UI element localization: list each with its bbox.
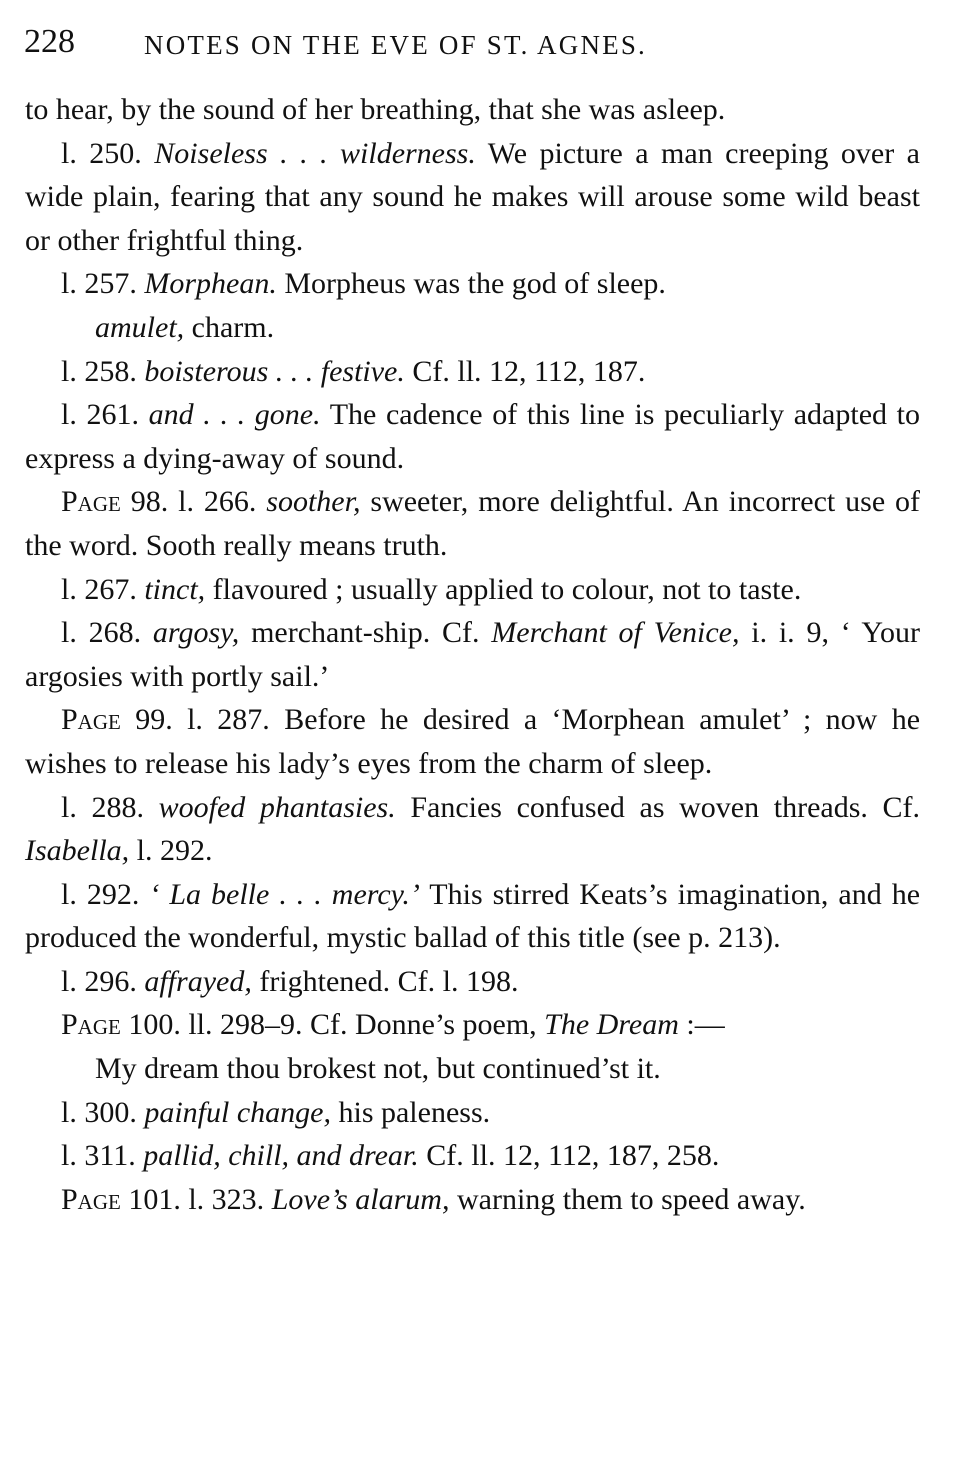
note-l296 bbox=[25, 960, 920, 1004]
lemma: boisterous . . . festive. bbox=[144, 354, 405, 388]
line-ref: l. 266. bbox=[178, 485, 257, 519]
line-ref: l. 250. bbox=[61, 136, 142, 170]
line-ref: l. 261. bbox=[61, 398, 139, 432]
note-l311 bbox=[25, 1134, 920, 1178]
note-text: Cf. ll. 12, 112, 187. bbox=[412, 354, 646, 388]
quotation-text: My dream thou brokest not, but continued’st it. bbox=[95, 1052, 661, 1086]
line-ref: l. 287. bbox=[187, 703, 270, 737]
line-ref: l. 257. bbox=[61, 267, 137, 301]
note-continuation bbox=[25, 88, 920, 132]
note-text: merchant-ship. Cf. bbox=[251, 616, 480, 650]
lemma: argosy, bbox=[152, 616, 240, 650]
lemma: Noiseless . . . wilderness. bbox=[154, 136, 476, 170]
note-l288 bbox=[25, 786, 920, 873]
page-ref: Page 99. bbox=[61, 703, 173, 737]
line-ref: l. 300. bbox=[61, 1095, 137, 1129]
note-text: l. 292. bbox=[136, 834, 213, 868]
note-text: The cadence of this line is peculiarly adapted to express a dying-away of sound. bbox=[25, 398, 920, 475]
note-text: We picture a man creeping over a wide plain, fearing that any sound he makes will arouse some wild beast or other frightful thing. bbox=[25, 136, 921, 257]
lemma: pallid, chill, and drear. bbox=[143, 1139, 419, 1173]
lemma: amulet, bbox=[95, 310, 185, 344]
page-ref: Page 98. bbox=[61, 485, 169, 519]
note-text: Before he desired a ‘Morphean amulet’ ; now he wishes to release his lady’s eyes from the charm of sleep. bbox=[25, 703, 921, 780]
notes-body bbox=[25, 88, 920, 1221]
line-ref: l. 311. bbox=[61, 1139, 136, 1173]
line-ref: l. 268. bbox=[61, 616, 142, 650]
note-page101 bbox=[25, 1178, 920, 1222]
lemma: tinct, bbox=[144, 572, 206, 606]
note-text: :— bbox=[686, 1008, 725, 1042]
note-text: frightened. Cf. l. 198. bbox=[259, 964, 519, 998]
note-text: Morpheus was the god of sleep. bbox=[284, 267, 666, 301]
note-page100 bbox=[25, 1003, 920, 1047]
note-text: to hear, by the sound of her breathing, that she was asleep. bbox=[25, 93, 726, 126]
lemma: and . . . gone. bbox=[148, 398, 321, 432]
note-text: warning them to speed away. bbox=[456, 1182, 806, 1216]
lemma: affrayed, bbox=[144, 964, 252, 998]
lemma: soother, bbox=[266, 485, 361, 519]
line-ref: l. 288. bbox=[61, 790, 144, 824]
note-l268 bbox=[25, 611, 920, 698]
verse-quotation bbox=[25, 1047, 920, 1091]
note-l250 bbox=[25, 132, 920, 263]
note-l267 bbox=[25, 568, 920, 612]
note-page99 bbox=[25, 698, 920, 785]
note-text: Cf. ll. 12, 112, 187, 258. bbox=[426, 1139, 720, 1173]
page-ref: Page 100. bbox=[61, 1008, 181, 1042]
note-l258 bbox=[25, 350, 920, 394]
lemma: woofed phantasies. bbox=[158, 790, 396, 824]
note-l300 bbox=[25, 1091, 920, 1135]
note-text: This stirred Keats’s imagination, and he produced the wonderful, mystic ballad of this title (see p. 213). bbox=[25, 877, 921, 955]
work-title: Isabella, bbox=[25, 834, 130, 868]
line-ref: ll. 298–9. bbox=[188, 1008, 303, 1042]
lemma: ‘ La belle . . . mercy.’ bbox=[149, 877, 420, 911]
line-ref: l. 258. bbox=[61, 354, 137, 388]
note-page98 bbox=[25, 480, 920, 567]
note-l292 bbox=[25, 873, 920, 960]
note-l261 bbox=[25, 393, 920, 480]
page-header bbox=[24, 20, 924, 64]
lemma: Morphean. bbox=[144, 267, 277, 301]
work-title: The Dream bbox=[544, 1008, 679, 1042]
lemma: painful change, bbox=[144, 1095, 331, 1129]
note-text: Cf. Donne’s poem, bbox=[310, 1008, 537, 1042]
work-title: Merchant of Venice, bbox=[491, 616, 740, 650]
note-text: Fancies confused as woven threads. Cf. bbox=[410, 790, 920, 824]
page-number: 228 bbox=[24, 23, 75, 60]
note-amulet bbox=[25, 306, 920, 350]
note-l257 bbox=[25, 262, 920, 306]
note-text: his paleness. bbox=[338, 1095, 491, 1129]
line-ref: l. 323. bbox=[188, 1182, 265, 1216]
page-ref: Page 101. bbox=[61, 1182, 181, 1216]
lemma: Love’s alarum, bbox=[271, 1182, 450, 1216]
line-ref: l. 296. bbox=[61, 964, 137, 998]
note-text: i. i. 9, ‘ Your argosies with portly sail.’ bbox=[25, 616, 921, 693]
note-text: flavoured ; usually applied to colour, not to taste. bbox=[212, 572, 802, 606]
line-ref: l. 267. bbox=[61, 572, 137, 606]
note-text: sweeter, more delightful. An incorrect use of the word. Sooth really means truth. bbox=[25, 485, 921, 562]
line-ref: l. 292. bbox=[61, 877, 140, 911]
running-title: NOTES ON THE EVE OF ST. AGNES. bbox=[144, 30, 648, 60]
note-text: charm. bbox=[191, 310, 275, 344]
